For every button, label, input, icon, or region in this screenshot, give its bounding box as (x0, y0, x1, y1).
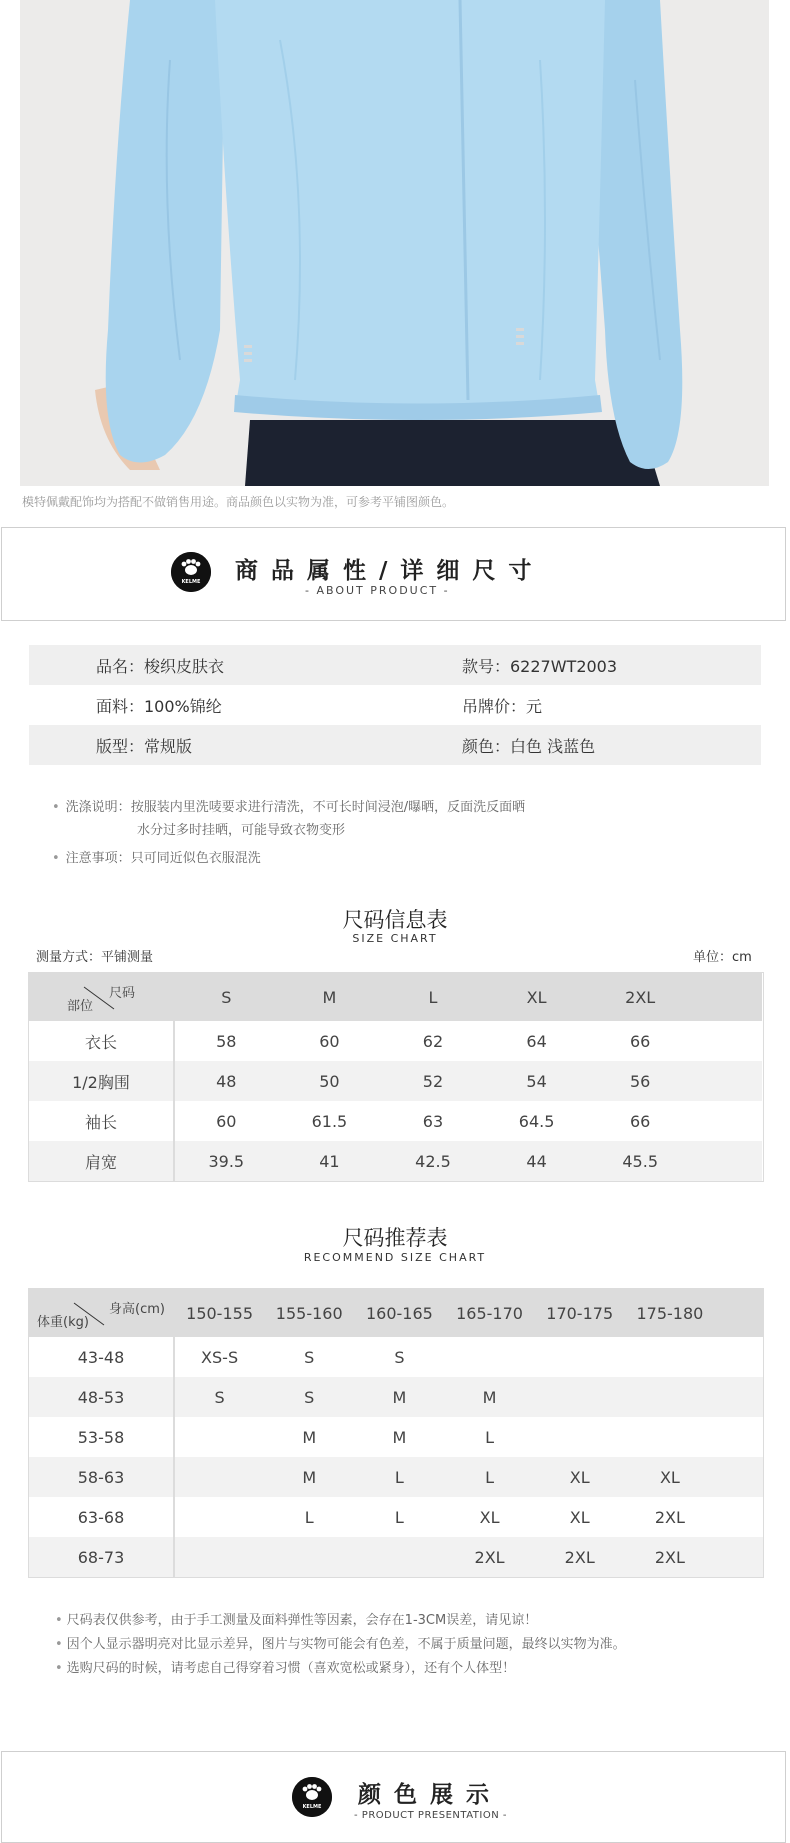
empty-cell (692, 1061, 762, 1101)
table-cell: 48 (174, 1061, 278, 1101)
table-cell: 2XL (535, 1537, 625, 1577)
table-cell: L (354, 1497, 444, 1537)
column-header: 155-160 (264, 1289, 354, 1337)
product-photo (20, 0, 769, 486)
kelme-logo (171, 552, 211, 592)
empty-cell (715, 1537, 763, 1577)
column-header: 165-170 (444, 1289, 534, 1337)
table-cell: M (354, 1417, 444, 1457)
table-cell: 41 (278, 1141, 382, 1181)
table-cell (174, 1497, 264, 1537)
paw-icon (171, 552, 211, 592)
table-cell (535, 1377, 625, 1417)
size-table (29, 973, 763, 1181)
column-header: M (278, 973, 382, 1021)
corner-top-label: 身高(cm) (109, 1302, 165, 1317)
empty-cell (715, 1497, 763, 1537)
row-label: 肩宽 (29, 1141, 174, 1181)
attribute-fit: 版型：常规版 (96, 736, 193, 756)
recommend-table (29, 1289, 763, 1577)
attribute-color: 颜色：白色 浅蓝色 (462, 736, 596, 756)
table-cell: 2XL (625, 1537, 715, 1577)
column-header: S (174, 973, 278, 1021)
wash-line2: 水分过多时挂晒，可能导致衣物变形 (137, 823, 346, 838)
table-cell: 2XL (444, 1537, 534, 1577)
table-row (29, 1537, 763, 1577)
care-notes (52, 796, 525, 870)
notice-label: 注意事项： (65, 851, 131, 866)
table-cell: XL (444, 1497, 534, 1537)
corner-top-label: 尺码 (108, 986, 135, 1001)
corner-bottom-label: 部位 (67, 999, 94, 1014)
column-header: 150-155 (174, 1289, 264, 1337)
note-item: • 因个人显示器明亮对比显示差异，图片与实物可能会有色差，不属于质量问题，最终以实物为准。 (55, 1637, 626, 1652)
table-row (29, 1337, 763, 1377)
table-cell: XL (625, 1457, 715, 1497)
table-cell: 63 (381, 1101, 485, 1141)
attribute-row (29, 725, 761, 765)
wash-line1: 按服装内里洗唛要求进行清洗，不可长时间浸泡/曝晒，反面洗反面晒 (130, 800, 526, 815)
table-cell: M (444, 1377, 534, 1417)
table-row (29, 1417, 763, 1457)
empty-cell (692, 973, 762, 1021)
table-cell: 60 (174, 1101, 278, 1141)
table-cell: 52 (381, 1061, 485, 1101)
wash-note: • 洗涤说明：按服装内里洗唛要求进行清洗，不可长时间浸泡/曝晒，反面洗反面晒 (52, 800, 526, 815)
note-text: 因个人显示器明亮对比显示差异，图片与实物可能会有色差，不属于质量问题，最终以实物为准。 (66, 1637, 626, 1652)
empty-cell (692, 1021, 762, 1061)
table-cell: 66 (588, 1101, 692, 1141)
table-row (29, 1141, 762, 1181)
attribute-row (29, 645, 761, 685)
measure-unit: 单位：cm (693, 950, 752, 965)
table-row (29, 1061, 762, 1101)
table-cell: S (264, 1377, 354, 1417)
table-header-row (29, 973, 762, 1021)
table-cell (174, 1417, 264, 1457)
table-cell: 45.5 (588, 1141, 692, 1181)
note-text: 选购尺码的时候，请考虑自己得穿着习惯（喜欢宽松或紧身），还有个人体型！ (66, 1661, 516, 1676)
table-cell: XL (535, 1497, 625, 1537)
table-cell (264, 1537, 354, 1577)
row-label: 48-53 (29, 1377, 174, 1417)
table-cell: 54 (485, 1061, 589, 1101)
table-cell: 44 (485, 1141, 589, 1181)
table-cell: XS-S (174, 1337, 264, 1377)
table-cell (625, 1337, 715, 1377)
table-cell: XL (535, 1457, 625, 1497)
note-item: • 选购尺码的时候，请考虑自己得穿着习惯（喜欢宽松或紧身），还有个人体型！ (55, 1661, 516, 1676)
column-header: 175-180 (625, 1289, 715, 1337)
table-cell: S (174, 1377, 264, 1417)
table-cell (535, 1337, 625, 1377)
corner-cell (29, 1289, 174, 1337)
note-item: • 尺码表仅供参考，由于手工测量及面料弹性等因素，会存在1-3CM误差，请见谅！ (55, 1613, 538, 1628)
size-chart-title: 尺码信息表 (342, 908, 448, 932)
note-text: 尺码表仅供参考，由于手工测量及面料弹性等因素，会存在1-3CM误差，请见谅！ (66, 1613, 538, 1628)
table-row (29, 1377, 763, 1417)
column-header: L (381, 973, 485, 1021)
table-cell: M (264, 1417, 354, 1457)
table-cell: 60 (278, 1021, 382, 1061)
corner-cell (29, 973, 174, 1021)
table-cell: 2XL (625, 1497, 715, 1537)
row-label: 53-58 (29, 1417, 174, 1457)
section-title: 颜色展示 (358, 1782, 502, 1808)
table-cell: 61.5 (278, 1101, 382, 1141)
notice-note: • 注意事项：只可同近似色衣服混洗 (52, 851, 261, 866)
table-cell: 64 (485, 1021, 589, 1061)
measure-method: 测量方式：平铺测量 (36, 950, 154, 965)
table-cell: 64.5 (485, 1101, 589, 1141)
table-cell: L (444, 1417, 534, 1457)
empty-cell (715, 1289, 763, 1337)
table-cell (354, 1537, 444, 1577)
row-label: 1/2胸围 (29, 1061, 174, 1101)
row-label: 袖长 (29, 1101, 174, 1141)
notice-text: 只可同近似色衣服混洗 (130, 851, 261, 866)
attribute-fabric: 面料：100%锦纶 (96, 696, 222, 716)
size-chart-subtitle: SIZE CHART (352, 932, 438, 945)
attribute-name: 品名：梭织皮肤衣 (96, 656, 225, 676)
wash-label: 洗涤说明： (65, 800, 131, 815)
table-row (29, 1497, 763, 1537)
recommend-chart-title: 尺码推荐表 (342, 1226, 448, 1250)
color-presentation-header (1, 1751, 786, 1843)
attribute-row (29, 685, 761, 725)
recommend-chart-subtitle: RECOMMEND SIZE CHART (303, 1251, 487, 1264)
column-header: 160-165 (354, 1289, 444, 1337)
table-row (29, 1457, 763, 1497)
table-cell (174, 1537, 264, 1577)
table-cell: 66 (588, 1021, 692, 1061)
table-cell: 42.5 (381, 1141, 485, 1181)
row-label: 68-73 (29, 1537, 174, 1577)
empty-cell (692, 1141, 762, 1181)
table-cell: L (264, 1497, 354, 1537)
table-cell (174, 1457, 264, 1497)
table-row (29, 1101, 762, 1141)
table-cell (625, 1377, 715, 1417)
table-cell: L (354, 1457, 444, 1497)
table-cell: S (354, 1337, 444, 1377)
table-cell (444, 1337, 534, 1377)
corner-bottom-label: 体重(kg) (37, 1315, 89, 1330)
attribute-style-no: 款号：6227WT2003 (462, 656, 618, 676)
empty-cell (715, 1377, 763, 1417)
section-subtitle: - PRODUCT PRESENTATION - (354, 1810, 507, 1821)
kelme-logo (292, 1777, 332, 1817)
diagonal-divider (29, 973, 174, 1021)
table-cell: 56 (588, 1061, 692, 1101)
section-title: 商品属性/详细尺寸 (235, 558, 545, 584)
table-cell: 62 (381, 1021, 485, 1061)
logo-text: KELME (181, 579, 201, 585)
column-header: XL (485, 973, 589, 1021)
column-header: 2XL (588, 973, 692, 1021)
table-cell (535, 1417, 625, 1457)
row-label: 63-68 (29, 1497, 174, 1537)
column-header: 170-175 (535, 1289, 625, 1337)
product-attributes (29, 645, 761, 765)
attribute-price: 吊牌价：元 (462, 696, 543, 716)
table-cell: 50 (278, 1061, 382, 1101)
row-label: 衣长 (29, 1021, 174, 1061)
section-subtitle: - ABOUT PRODUCT - (305, 584, 450, 597)
empty-cell (715, 1457, 763, 1497)
table-cell: L (444, 1457, 534, 1497)
table-cell (625, 1417, 715, 1457)
paw-icon (292, 1777, 332, 1817)
empty-cell (692, 1101, 762, 1141)
jacket-illustration (20, 0, 769, 486)
logo-text: KELME (302, 1804, 322, 1810)
row-label: 43-48 (29, 1337, 174, 1377)
empty-cell (715, 1337, 763, 1377)
table-row (29, 1021, 762, 1061)
table-cell: 58 (174, 1021, 278, 1061)
row-label: 58-63 (29, 1457, 174, 1497)
table-cell: M (264, 1457, 354, 1497)
size-notes (55, 1609, 626, 1681)
table-header-row (29, 1289, 763, 1337)
table-cell: 39.5 (174, 1141, 278, 1181)
table-cell: M (354, 1377, 444, 1417)
empty-cell (715, 1417, 763, 1457)
table-cell: S (264, 1337, 354, 1377)
photo-disclaimer: 模特佩戴配饰均为搭配不做销售用途。商品颜色以实物为准，可参考平铺图颜色。 (22, 495, 455, 509)
about-product-header (1, 527, 786, 621)
